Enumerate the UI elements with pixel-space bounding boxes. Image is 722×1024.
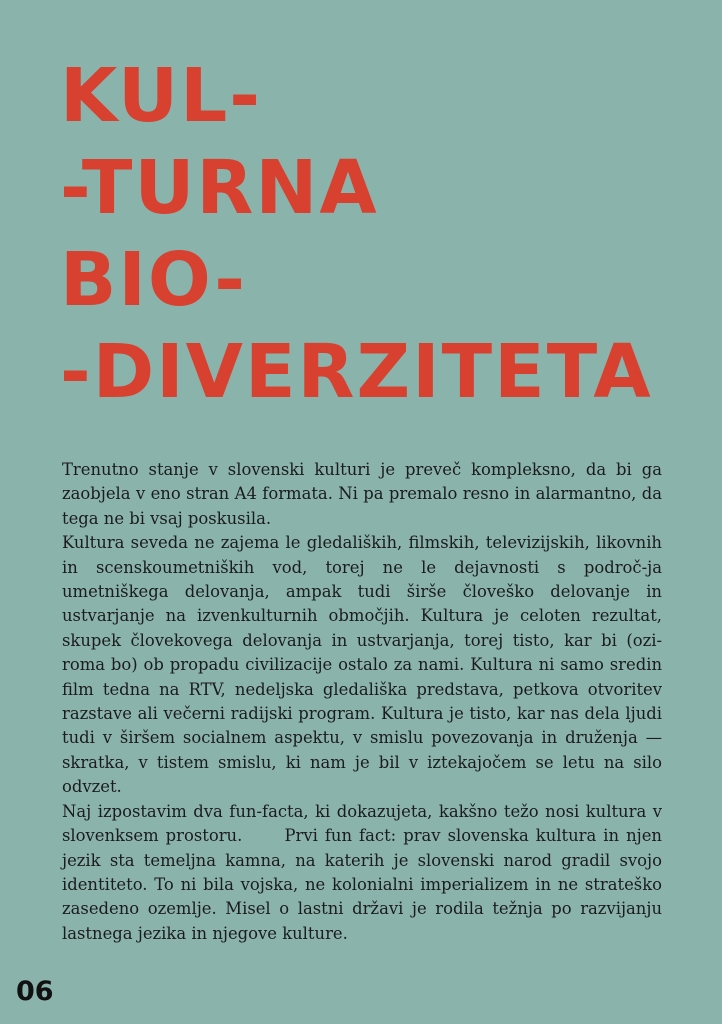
page-number: 06 — [16, 976, 54, 1007]
title-line-2: -TURNA — [60, 145, 379, 231]
page-title — [60, 50, 653, 418]
article-body — [62, 458, 668, 946]
body-paragraph-3: Naj izpostavim dva fun-facta, ki dokazujeta, kakšno težo nosi kultura v slovenksem prostoru. Prvi fun fact: prav slovenska kultura in njen jezik sta temeljna kamna, na katerih je slovenski narod gradil svojo identiteto. To ni bila vojska, ne kolonialni imperializem in ne strateško zasedeno ozemlje. Misel o lastni državi je rodila težnja po razvijanju lastnega jezika in njegove kulture. — [62, 801, 668, 943]
title-line-1: KUL- — [60, 53, 262, 139]
title-line-4: -DIVERZITETA — [60, 329, 653, 415]
body-paragraph-2: Kultura seveda ne zajema le gledaliških, filmskih, televizijskih, likovnih in scenskoumetniških vod, torej ne le dejavnosti s področ-ja umetniškega delovanja, ampak tudi širše človeško delovanje in ustvarjanje na izvenkulturnih območjih. Kultura je celoten rezultat, skupek človekovega delovanja in ustvarjanja, torej tisto, kar bi (ozi-roma bo) ob propadu civilizacije ostalo za nami. Kultura ni samo sredin film tedna na RTV, nedeljska gledališka predstava, petkova otvoritev razstave ali večerni radijski program. Kultura je tisto, kar nas dela ljudi tudi v širšem socialnem aspektu, v smislu povezovanja in druženja — skratka, v tistem smislu, ki nam je bil v iztekajočem se letu na silo odvzet. — [62, 533, 662, 797]
title-line-3: BIO- — [60, 237, 247, 323]
body-paragraph-1: Trenutno stanje v slovenski kulturi je preveč kompleksno, da bi ga zaobjela v eno stran A4 formata. Ni pa premalo resno in alarmantno, da tega ne bi vsaj poskusila. — [62, 460, 662, 528]
